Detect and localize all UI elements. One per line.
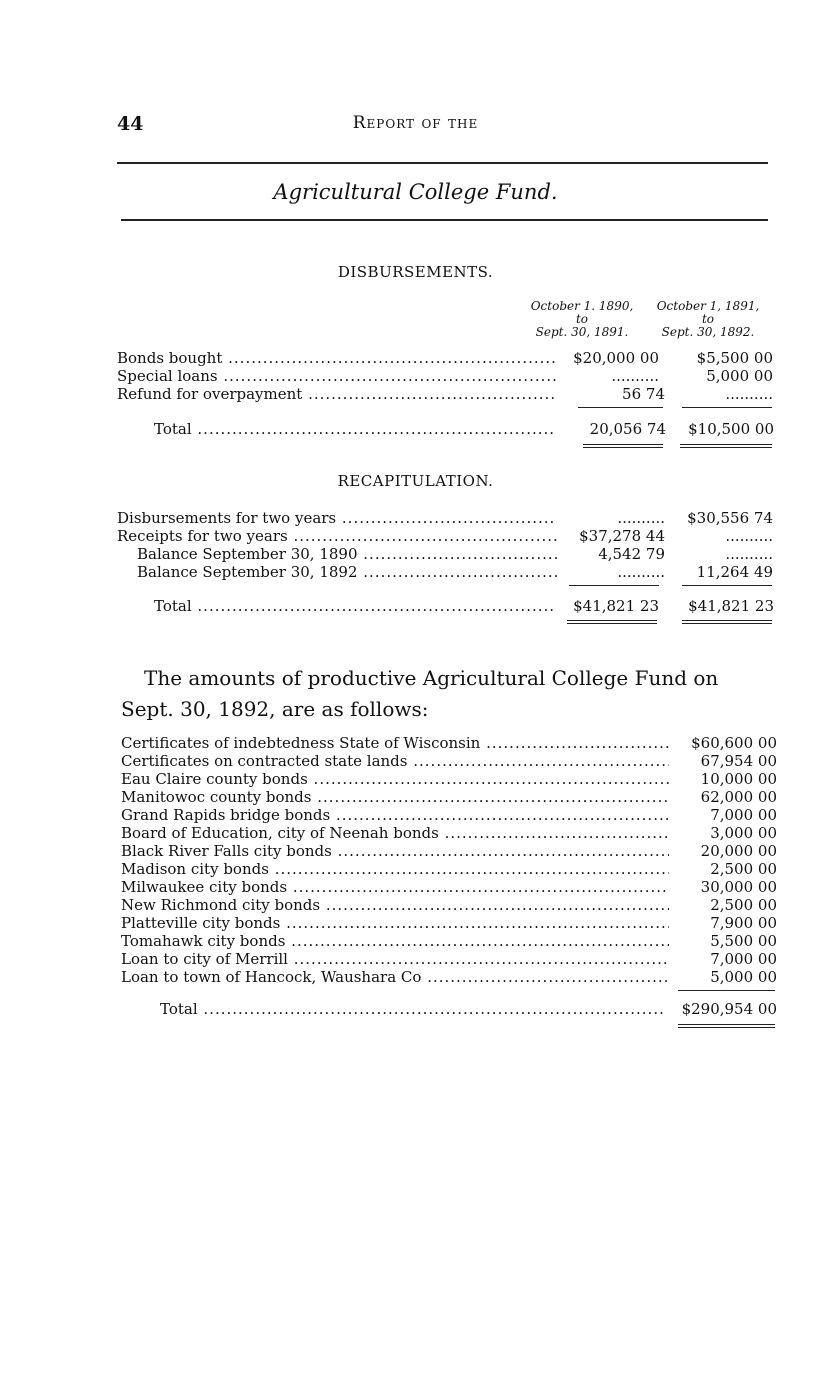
total-value-1: $41,821 23 bbox=[573, 597, 659, 615]
item-label: Milwaukee city bonds ..... bbox=[121, 878, 669, 896]
list-item bbox=[121, 842, 781, 860]
row-value-2: $5,500 00 bbox=[696, 349, 773, 367]
total-value-1: 20,056 74 bbox=[589, 420, 666, 438]
item-label: Certificates on contracted state lands ..... bbox=[121, 752, 669, 770]
col2-line1: October 1, 1891, bbox=[656, 299, 760, 313]
row-value-2: .......... bbox=[725, 545, 773, 563]
recapitulation-heading: RECAPITULATION. bbox=[337, 472, 494, 490]
item-label: Tomahawk city bonds ..... bbox=[121, 932, 669, 950]
item-value: $60,600 00 bbox=[691, 734, 777, 752]
recap-row bbox=[117, 509, 777, 527]
recap-double-rule-1 bbox=[567, 620, 657, 624]
recap-double-rule-2 bbox=[682, 620, 772, 624]
item-label: Platteville city bonds ..... bbox=[121, 914, 669, 932]
total-value-2: $41,821 23 bbox=[688, 597, 774, 615]
item-label: Manitowoc county bonds ..... bbox=[121, 788, 669, 806]
subtotal-rule-1 bbox=[578, 407, 663, 408]
row-label: Special loans ..... bbox=[117, 367, 557, 385]
item-value: 67,954 00 bbox=[700, 752, 777, 770]
col2-line3: Sept. 30, 1892. bbox=[661, 325, 755, 339]
row-label: Refund for overpayment ..... bbox=[117, 385, 557, 403]
item-value: 62,000 00 bbox=[700, 788, 777, 806]
page-number: 44 bbox=[117, 113, 144, 135]
item-value: 5,000 00 bbox=[710, 968, 777, 986]
row-value-1: .......... bbox=[611, 367, 659, 385]
productive-list bbox=[121, 734, 781, 986]
productive-total-row bbox=[160, 1000, 780, 1018]
row-value-1: 56 74 bbox=[622, 385, 665, 403]
row-value-1: .......... bbox=[617, 509, 665, 527]
item-value: 7,900 00 bbox=[710, 914, 777, 932]
row-label: Disbursements for two years ..... bbox=[117, 509, 557, 527]
subtotal-rule-2 bbox=[682, 407, 772, 408]
productive-intro-line-1: The amounts of productive Agricultural College Fund on bbox=[144, 666, 719, 690]
list-item bbox=[121, 788, 781, 806]
col2-line2: to bbox=[701, 312, 715, 326]
running-header: Report of the bbox=[352, 113, 479, 133]
column-head-1891-1892 bbox=[648, 300, 768, 339]
total-double-rule-1 bbox=[583, 444, 663, 448]
disbursement-row bbox=[117, 349, 777, 367]
list-item bbox=[121, 968, 781, 986]
list-item bbox=[121, 734, 781, 752]
item-value: 7,000 00 bbox=[710, 806, 777, 824]
list-item bbox=[121, 950, 781, 968]
item-label: Grand Rapids bridge bonds ..... bbox=[121, 806, 669, 824]
total-double-rule-2 bbox=[680, 444, 772, 448]
row-label: Balance September 30, 1890 ..... bbox=[137, 545, 557, 563]
list-item bbox=[121, 878, 781, 896]
item-value: 7,000 00 bbox=[710, 950, 777, 968]
fund-title: Agricultural College Fund. bbox=[273, 180, 558, 204]
item-value: 2,500 00 bbox=[710, 860, 777, 878]
row-label: Bonds bought ..... bbox=[117, 349, 557, 367]
item-value: 10,000 00 bbox=[700, 770, 777, 788]
list-item bbox=[121, 824, 781, 842]
productive-intro-line-2: Sept. 30, 1892, are as follows: bbox=[121, 697, 429, 721]
item-label: Black River Falls city bonds ..... bbox=[121, 842, 669, 860]
item-label: Eau Claire county bonds ..... bbox=[121, 770, 669, 788]
total-label: Total ..... bbox=[160, 1000, 666, 1018]
total-label: Total ..... bbox=[154, 420, 554, 438]
recap-total-row bbox=[154, 597, 774, 615]
row-value-1: $37,278 44 bbox=[579, 527, 665, 545]
disbursements-total-row bbox=[154, 420, 774, 438]
item-value: 30,000 00 bbox=[700, 878, 777, 896]
list-item bbox=[121, 932, 781, 950]
recap-row bbox=[137, 563, 777, 581]
row-value-2: $30,556 74 bbox=[687, 509, 773, 527]
item-label: Board of Education, city of Neenah bonds ..... bbox=[121, 824, 669, 842]
item-value: 5,500 00 bbox=[710, 932, 777, 950]
recap-row bbox=[117, 527, 777, 545]
disbursement-row bbox=[117, 367, 777, 385]
col1-line3: Sept. 30, 1891. bbox=[535, 325, 629, 339]
item-label: New Richmond city bonds ..... bbox=[121, 896, 669, 914]
item-label: Certificates of indebtedness State of Wisconsin ..... bbox=[121, 734, 669, 752]
total-label: Total ..... bbox=[154, 597, 554, 615]
row-label: Receipts for two years ..... bbox=[117, 527, 557, 545]
list-item bbox=[121, 806, 781, 824]
row-value-1: .......... bbox=[617, 563, 665, 581]
header-rule-top bbox=[117, 162, 768, 164]
total-value-2: $10,500 00 bbox=[688, 420, 774, 438]
header-rule-bottom bbox=[121, 219, 768, 221]
recap-subtotal-rule-1 bbox=[569, 585, 659, 586]
col1-line1: October 1. 1890, bbox=[530, 299, 634, 313]
productive-subtotal-rule bbox=[678, 990, 775, 991]
disbursement-row bbox=[117, 385, 777, 403]
row-value-2: .......... bbox=[725, 527, 773, 545]
col1-line2: to bbox=[575, 312, 589, 326]
item-label: Loan to town of Hancock, Waushara Co ..... bbox=[121, 968, 669, 986]
row-label: Balance September 30, 1892 ..... bbox=[137, 563, 557, 581]
list-item bbox=[121, 752, 781, 770]
list-item bbox=[121, 770, 781, 788]
productive-double-rule bbox=[678, 1024, 775, 1028]
list-item bbox=[121, 896, 781, 914]
item-label: Loan to city of Merrill ..... bbox=[121, 950, 669, 968]
row-value-2: .......... bbox=[725, 385, 773, 403]
total-value: $290,954 00 bbox=[681, 1000, 777, 1018]
item-value: 3,000 00 bbox=[710, 824, 777, 842]
column-head-1890-1891 bbox=[522, 300, 642, 339]
recap-row bbox=[137, 545, 777, 563]
row-value-2: 11,264 49 bbox=[696, 563, 773, 581]
list-item bbox=[121, 914, 781, 932]
row-value-1: $20,000 00 bbox=[573, 349, 659, 367]
disbursements-heading: DISBURSEMENTS. bbox=[337, 263, 494, 281]
recap-subtotal-rule-2 bbox=[682, 585, 772, 586]
item-value: 2,500 00 bbox=[710, 896, 777, 914]
list-item bbox=[121, 860, 781, 878]
row-value-1: 4,542 79 bbox=[598, 545, 665, 563]
item-value: 20,000 00 bbox=[700, 842, 777, 860]
row-value-2: 5,000 00 bbox=[706, 367, 773, 385]
item-label: Madison city bonds ..... bbox=[121, 860, 669, 878]
